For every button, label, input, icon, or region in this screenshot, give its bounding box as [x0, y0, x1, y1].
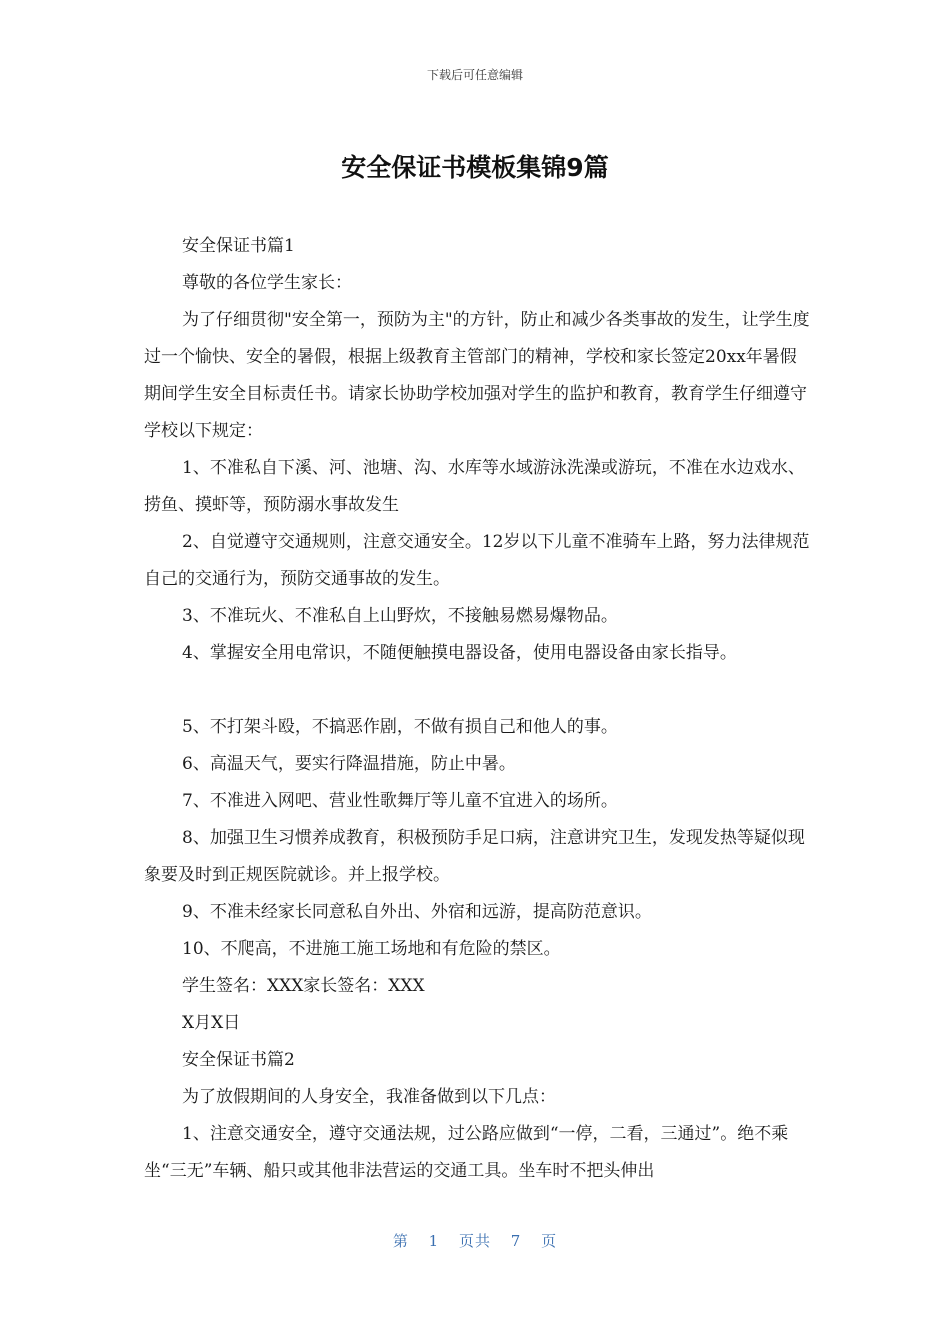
rule-item: 8、加强卫生习惯养成教育，积极预防手足口病，注意讲究卫生，发现发热等疑似现象要及时到正规医院就诊。并上报学校。 — [144, 828, 805, 885]
section-heading: 安全保证书篇1 — [182, 236, 295, 256]
rule-item: 1、不准私自下溪、河、池塘、沟、水库等水域游泳洗澡或游玩，不准在水边戏水、捞鱼、摸虾等，预防溺水事故发生 — [144, 458, 805, 515]
rule-item: 5、不打架斗殴，不搞恶作剧，不做有损自己和他人的事。 — [182, 717, 618, 737]
page-footer: 第 1 页共 7 页 — [392, 1232, 558, 1250]
rule-item: 4、掌握安全用电常识，不随便触摸电器设备，使用电器设备由家长指导。 — [182, 643, 737, 663]
paragraph: 为了放假期间的人身安全，我准备做到以下几点： — [182, 1087, 556, 1107]
paragraph: 为了仔细贯彻"安全第一，预防为主"的方针，防止和减少各类事故的发生，让学生度过一个愉快、安全的暑假，根据上级教育主管部门的精神，学校和家长签定20xx年暑假期间学生安全目标责任书。请家长协助学校加强对学生的监护和教育，教育学生仔细遵守学校以下规定： — [144, 310, 810, 441]
page-header: 下载后可任意编辑 — [426, 68, 523, 82]
rule-item: 10、不爬高，不进施工施工场地和有危险的禁区。 — [182, 939, 561, 959]
document-body — [144, 228, 812, 1190]
rule-item: 3、不准玩火、不准私自上山野炊，不接触易燃易爆物品。 — [182, 606, 618, 626]
rule-item: 6、高温天气，要实行降温措施，防止中暑。 — [182, 754, 516, 774]
date-line: X月X日 — [182, 1013, 241, 1033]
section-heading: 安全保证书篇2 — [182, 1050, 295, 1070]
signature-line: 学生签名：XXX家长签名：XXX — [182, 976, 425, 996]
document-title: 安全保证书模板集锦9篇 — [341, 153, 609, 182]
rule-item: 7、不准进入网吧、营业性歌舞厅等儿童不宜进入的场所。 — [182, 791, 618, 811]
rule-item: 1、注意交通安全，遵守交通法规，过公路应做到“一停，二看，三通过”。绝不乘坐“三无”车辆、船只或其他非法营运的交通工具。坐车时不把头伸出 — [144, 1124, 789, 1181]
salutation: 尊敬的各位学生家长： — [182, 273, 352, 293]
rule-item: 9、不准未经家长同意私自外出、外宿和远游，提高防范意识。 — [182, 902, 652, 922]
rule-item: 2、自觉遵守交通规则，注意交通安全。12岁以下儿童不准骑车上路，努力法律规范自己的交通行为，预防交通事故的发生。 — [144, 532, 810, 589]
blank-line — [144, 672, 812, 709]
